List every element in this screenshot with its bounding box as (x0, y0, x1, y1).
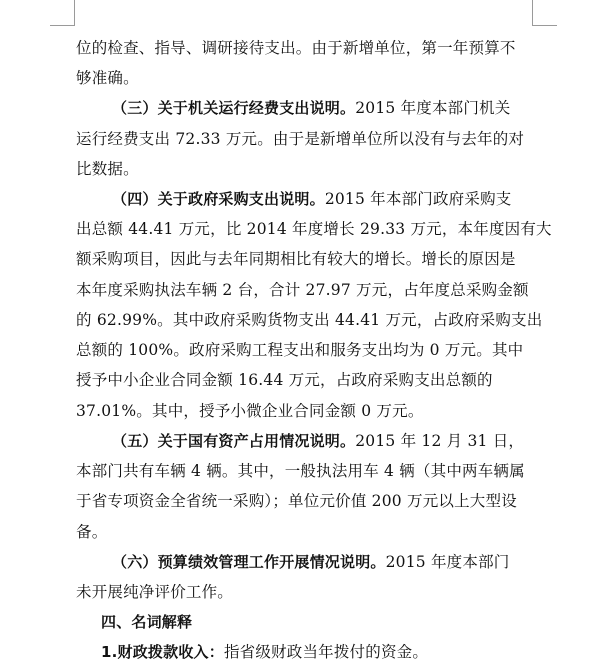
paragraph-line (112, 98, 510, 118)
paragraph-line: 本部门共有车辆 4 辆。其中，一般执法用车 4 辆（其中两车辆属 (76, 462, 525, 480)
section-heading: （三）关于机关运行经费支出说明。 (112, 99, 356, 117)
crop-mark-top-right (532, 0, 533, 26)
section-heading: （四）关于政府采购支出说明。 (112, 190, 325, 208)
paragraph-text: 2015 年度本部门 (385, 553, 510, 571)
section-heading: （六）预算绩效管理工作开展情况说明。 (112, 553, 386, 571)
paragraph-line: 比数据。 (76, 160, 139, 178)
paragraph-line: 的 62.99%。其中政府采购货物支出 44.41 万元，占政府采购支出 (76, 311, 543, 329)
paragraph-line (112, 431, 524, 451)
paragraph-line: 授予中小企业合同金额 16.44 万元，占政府采购支出总额的 (76, 371, 493, 389)
crop-mark-top-left (74, 0, 75, 26)
paragraph-line: 够准确。 (76, 69, 139, 87)
paragraph-line (112, 189, 512, 209)
crop-mark-top-right (532, 25, 557, 26)
term-definition (101, 642, 428, 662)
paragraph-line: 额采购项目，因此与去年同期相比有较大的增长。增长的原因是 (76, 250, 516, 268)
paragraph-line: 于省专项资金全省统一采购）；单位元价值 200 万元以上大型设 (76, 492, 517, 510)
paragraph-line: 本年度采购执法车辆 2 台，合计 27.97 万元，占年度总采购金额 (76, 281, 529, 299)
paragraph-line: 位的检查、指导、调研接待支出。由于新增单位，第一年预算不 (76, 39, 516, 57)
section-title: 四、名词解释 (101, 613, 193, 631)
paragraph-line: 运行经费支出 72.33 万元。由于是新增单位所以没有与去年的对 (76, 130, 525, 148)
paragraph-text: 2015 年度本部门机关 (355, 99, 511, 117)
paragraph-text: 2015 年 12 月 31 日， (355, 432, 525, 450)
paragraph-line: 备。 (76, 523, 108, 541)
paragraph-line: 37.01%。其中，授予小微企业合同金额 0 万元。 (76, 402, 424, 420)
paragraph-line (112, 552, 509, 572)
paragraph-line: 未开展纯净评价工作。 (76, 583, 234, 601)
section-heading: （五）关于国有资产占用情况说明。 (112, 432, 356, 450)
term-text: 指省级财政当年拨付的资金。 (223, 643, 429, 661)
paragraph-text: 2015 年本部门政府采购支 (324, 190, 512, 208)
paragraph-line: 总额的 100%。政府采购工程支出和服务支出均为 0 万元。其中 (76, 341, 524, 359)
term-label: 1.财政拨款收入： (101, 643, 224, 661)
paragraph-line: 出总额 44.41 万元，比 2014 年度增长 29.33 万元，本年度因有大 (76, 220, 552, 238)
crop-mark-top-left (50, 25, 75, 26)
